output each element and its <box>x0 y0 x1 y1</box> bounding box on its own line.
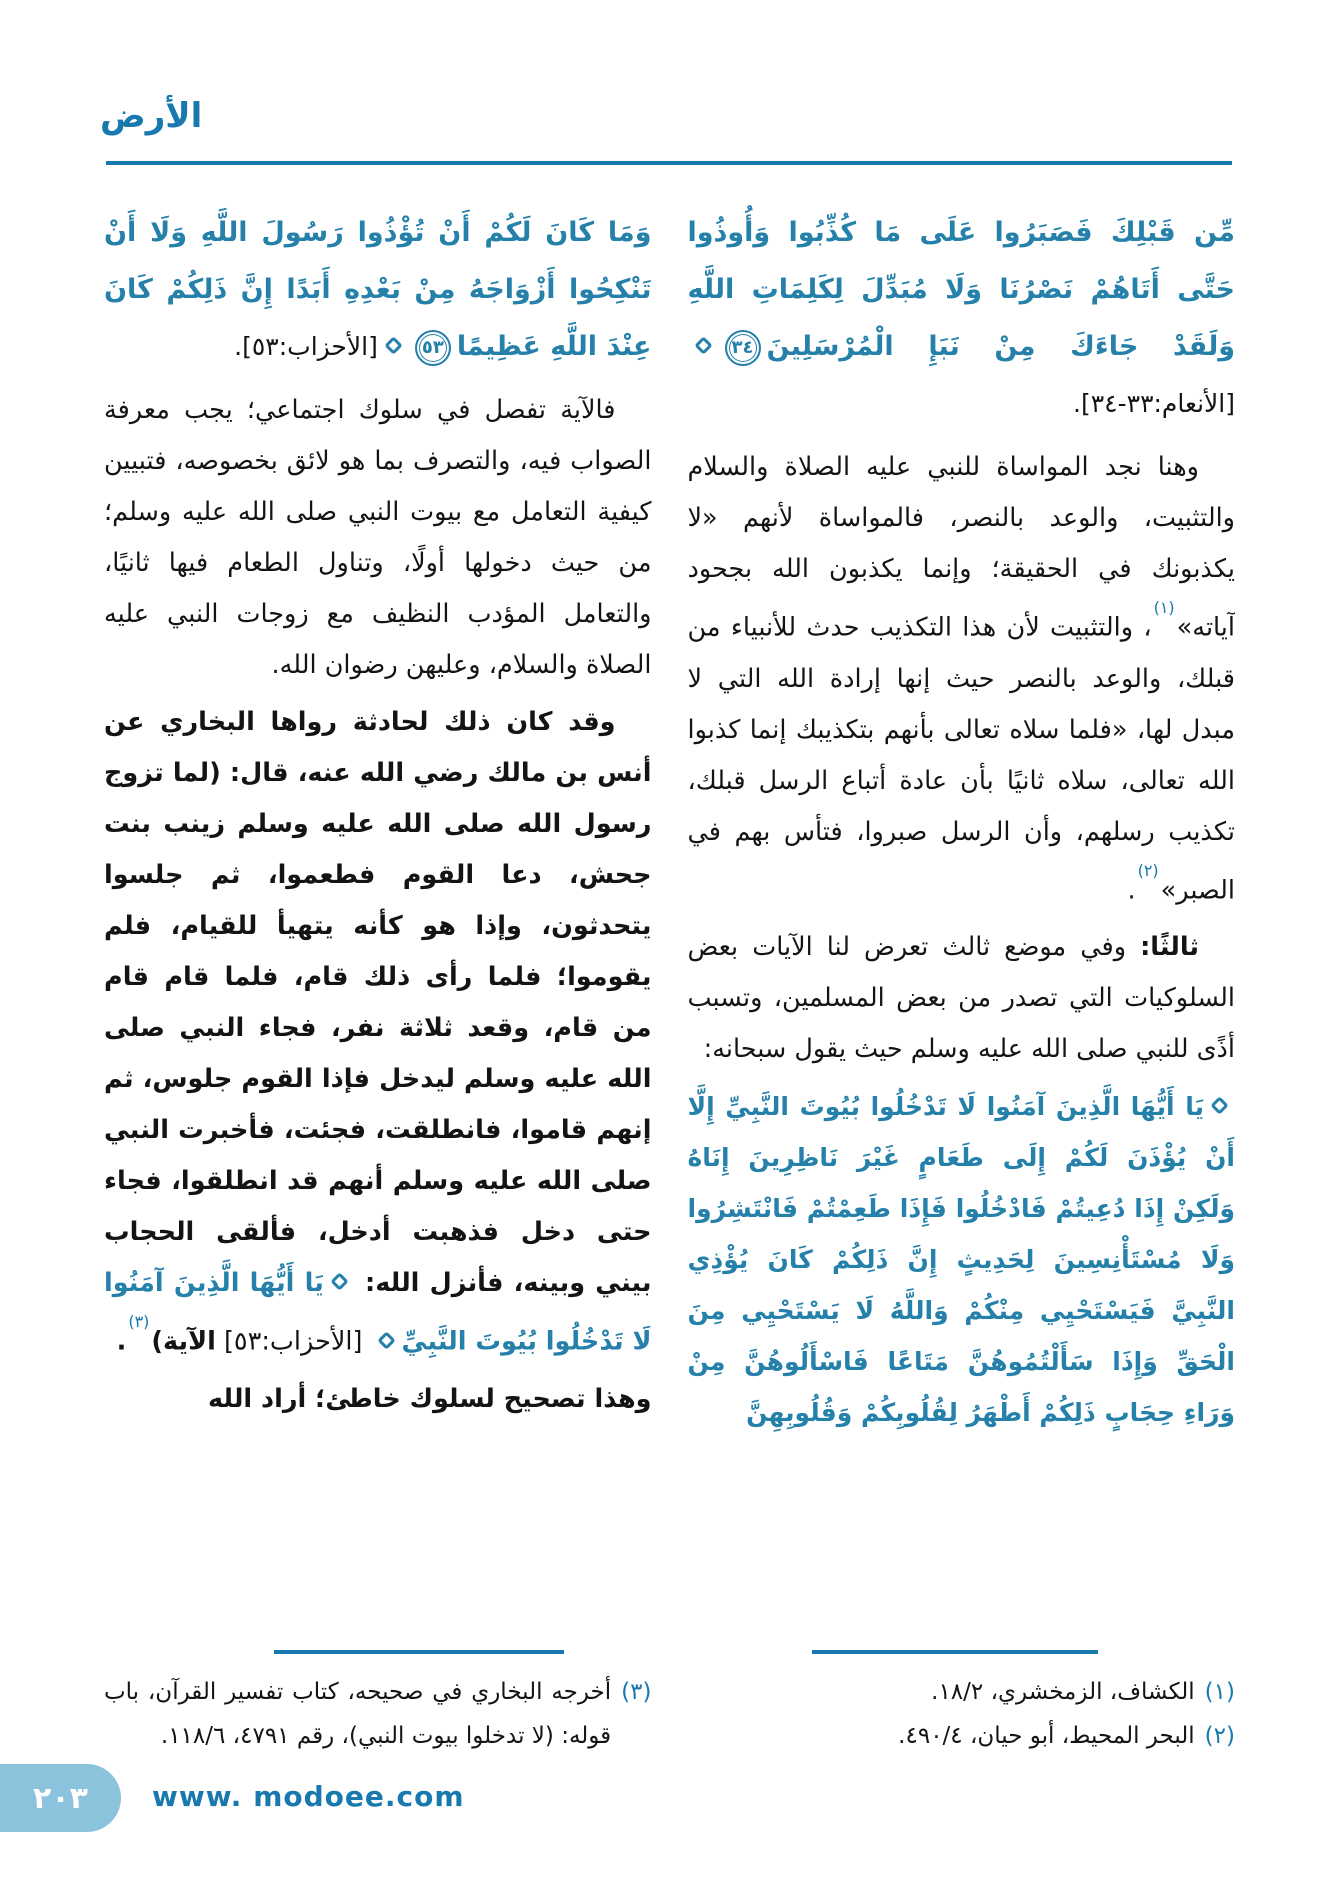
footnotes-right <box>688 1650 1236 1758</box>
footnote-separator <box>274 1650 564 1654</box>
quran-verse-anam <box>688 204 1236 432</box>
footnote-number: (١) <box>1204 1679 1235 1705</box>
verse-reference: [الأنعام:٣٣-٣٤]. <box>1073 389 1235 418</box>
footnote-text: أخرجه البخاري في صحيحه، كتاب تفسير القرآن، باب قوله: (لا تدخلوا بيوت النبي)، رقم ٤٧٩١، ١١٨/٦. <box>104 1679 612 1749</box>
verse-open-ornament-icon <box>330 1272 348 1290</box>
paragraph-text: ، والتثبيت لأن هذا التكذيب حدث للأنبياء من قبلك، والوعد بالنصر حيث إنها إرادة الله التي لا مبدل لها، «فلما سلاه تعالى بأنهم بتكذيبك إنما كذبوا الله تعالى، سلاه ثانيًا بأن عادة أتباع الرسل قبلك، تكذيب رسلهم، وأن الرسل صبروا، فتأس بهم في الصبر» <box>687 612 1235 905</box>
paragraph-text: وهنا نجد المواساة للنبي عليه الصلاة والسلام والتثبيت، والوعد بالنصر، فالمواساة لأنهم «لا يكذبونك في الحقيقة؛ وإنما يكذبون الله بجحود آياته» <box>687 452 1235 643</box>
paragraph-text: . <box>1127 875 1136 905</box>
footnote-text: البحر المحيط، أبو حيان، ٤٩٠/٤. <box>898 1723 1195 1749</box>
footnote-marker-2: (٢) <box>1137 860 1159 880</box>
website-link[interactable]: www. modoee.com <box>152 1780 465 1813</box>
paragraph-text: وفي موضع ثالث تعرض لنا الآيات بعض السلوكيات التي تصدر من بعض المسلمين، وتسبب أذًى للنبي صلى الله عليه وسلم حيث يقول سبحانه: <box>687 932 1235 1064</box>
footnote-text: الكشاف، الزمخشري، ١٨/٢. <box>931 1679 1195 1705</box>
page-number-badge <box>0 1764 121 1832</box>
hadith-text: . <box>116 1326 127 1357</box>
footnote-entry <box>688 1670 1236 1714</box>
quran-verse-ahzab-long <box>688 1081 1236 1438</box>
quran-verse-text: مِّن قَبْلِكَ فَصَبَرُوا عَلَى مَا كُذِّبُوا وَأُوذُوا حَتَّى أَتَاهُمْ نَصْرُنَا وَلَا مُبَدِّلَ لِكَلِمَاتِ اللَّهِ وَلَقَدْ جَاءَكَ مِنْ نَبَإِ الْمُرْسَلِينَ <box>687 217 1235 362</box>
column-right-text <box>688 198 1236 1620</box>
column-right <box>688 198 1236 1758</box>
verse-ornament-icon <box>384 336 402 354</box>
verse-reference: [الأحزاب:٥٣] <box>215 1326 371 1357</box>
paragraph-conclusion: وهذا تصحيح لسلوك خاطئ؛ أراد الله <box>207 1383 652 1414</box>
footnote-separator <box>812 1650 1098 1654</box>
ayah-number-medallion <box>415 330 451 366</box>
quran-verse-text: وَمَا كَانَ لَكُمْ أَنْ تُؤْذُوا رَسُولَ اللَّهِ وَلَا أَنْ تَنْكِحُوا أَزْوَاجَهُ مِنْ بَعْدِهِ أَبَدًا إِنَّ ذَلِكُمْ كَانَ عِنْدَ اللَّهِ عَظِيمًا <box>104 217 652 362</box>
page-number: ٢٠٣ <box>33 1780 88 1816</box>
footnote-entry <box>688 1714 1236 1758</box>
column-left <box>104 198 652 1758</box>
verse-ornament-icon <box>694 336 712 354</box>
paragraph-consolation <box>688 442 1236 916</box>
paragraph-thirdly <box>688 922 1236 1075</box>
footnote-marker-3: (٣) <box>128 1312 150 1331</box>
hadith-text: الآية) <box>151 1326 216 1357</box>
footnote-number: (٢) <box>1204 1723 1235 1749</box>
verse-reference: [الأحزاب:٥٣]. <box>234 332 378 361</box>
quran-verse-text: يَا أَيُّهَا الَّذِينَ آمَنُوا لَا تَدْخُلُوا بُيُوتَ النَّبِيِّ إِلَّا أَنْ يُؤْذَنَ لَكُمْ إِلَى طَعَامٍ غَيْرَ نَاظِرِينَ إِنَاهُ وَلَكِنْ إِذَا دُعِيتُمْ فَادْخُلُوا فَإِذَا طَعِمْتُمْ فَانْتَشِرُوا وَلَا مُسْتَأْنِسِينَ لِحَدِيثٍ إِنَّ ذَلِكُمْ كَانَ يُؤْذِي النَّبِيَّ فَيَسْتَحْيِي مِنْكُمْ وَاللَّهُ لَا يَسْتَحْيِي مِنَ الْحَقِّ وَإِذَا سَأَلْتُمُوهُنَّ مَتَاعًا فَاسْأَلُوهُنَّ مِنْ وَرَاءِ حِجَابٍ ذَلِكُمْ أَطْهَرُ لِقُلُوبِكُمْ وَقُلُوبِهِنَّ <box>687 1092 1235 1427</box>
paragraph-hadith <box>104 697 652 1368</box>
ayah-number: ٣٤ <box>731 336 754 358</box>
footnote-number: (٣) <box>621 1679 652 1705</box>
footnote-marker-1: (١) <box>1153 598 1175 617</box>
header-rule <box>106 161 1232 165</box>
quran-inline-quote: يَا أَيُّهَا الَّذِينَ آمَنُوا لَا تَدْخُلُوا بُيُوتَ النَّبِيِّ <box>104 1268 652 1357</box>
ayah-number-medallion <box>725 330 761 366</box>
verse-open-ornament-icon <box>1210 1096 1228 1114</box>
column-left-text <box>104 198 652 1576</box>
footnote-entry <box>104 1670 652 1758</box>
hadith-text: وقد كان ذلك لحادثة رواها البخاري عن أنس بن مالك رضي الله عنه، قال: (لما تزوج رسول الله صلى الله عليه وسلم زينب بنت جحش، دعا القوم فطعموا، ثم جلسوا يتحدثون، وإذا هو كأنه يتهيأ للقيام، فلم يقوموا؛ فلما رأى ذلك قام، فلما قام قام من قام، وقعد ثلاثة نفر، فجاء النبي صلى الله عليه وسلم ليدخل فإذا القوم جلوس، ثم إنهم قاموا، فانطلقت، فجئت، فأخبرت النبي صلى الله عليه وسلم أنهم قد انطلقوا، فجاء حتى دخل فذهبت أدخل، فألقى الحجاب بيني وبينه، فأنزل الله: <box>104 707 652 1298</box>
paragraph-lead: ثالثًا: <box>1140 932 1199 962</box>
page-title: الأرض <box>100 96 203 136</box>
footnotes-left <box>104 1650 652 1758</box>
paragraph-explanation: فالآية تفصل في سلوك اجتماعي؛ يجب معرفة الصواب فيه، والتصرف بما هو لائق بخصوصه، فتبيين كيفية التعامل مع بيوت النبي صلى الله عليه وسلم؛ من حيث دخولها أولًا، وتناول الطعام فيها ثانيًا، والتعامل المؤدب النظيف مع زوجات النبي عليه الصلاة والسلام، وعليهن رضوان الله. <box>104 395 652 680</box>
ayah-number: ٥٣ <box>421 336 444 358</box>
quran-verse-ahzab <box>104 204 652 375</box>
two-column-layout <box>104 198 1235 1758</box>
verse-close-ornament-icon <box>377 1331 395 1349</box>
